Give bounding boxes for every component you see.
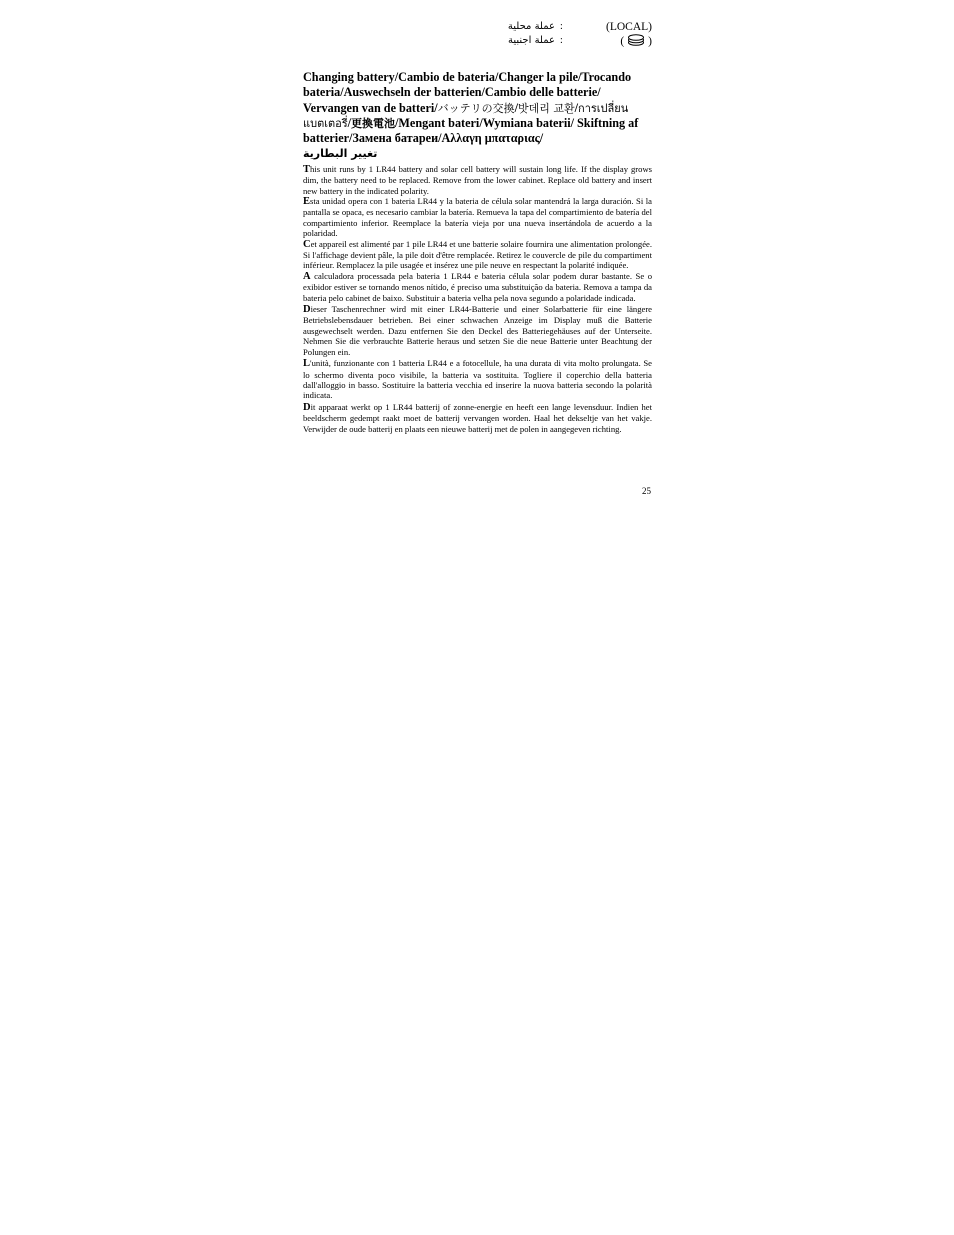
drop-letter: L [303, 358, 311, 370]
page-number: 25 [642, 486, 651, 496]
paragraph-text: ieser Taschenrechner wird mit einer LR44-Batterie und einer Solarbatterie für eine längere Betriebslebensdauer betrieben. Bei einer schwachen Anzeige im Display muß die Batterie ausgewechselt werden. Dazu entfernen Sie den Deckel des Batteriegehäuses auf der Unterseite. Nehmen Sie die verbrauchte Batterie heraus und setzen Sie die neue Batterie unter Beachtung der Polungen ein. [303, 304, 652, 357]
paragraph-spanish [303, 196, 652, 239]
local-currency-value: (LOCAL) [606, 21, 652, 33]
paragraph-french [303, 239, 652, 271]
foreign-currency-colon: : [560, 35, 563, 46]
coin-stack-icon [627, 34, 645, 50]
heading-sep-2: / [574, 100, 579, 115]
drop-letter: E [303, 196, 311, 207]
manual-page [303, 20, 652, 434]
foreign-currency-value [620, 34, 652, 50]
foreign-close-paren: ) [648, 35, 652, 48]
paragraph-text: sta unidad opera con 1 bateria LR44 y la bateria de célula solar mantendrá la larga duración. Si la pantalla se opaca, es necesario cambiar la batería. Remueva la tapa del compartimiento de batería del compartimiento inferior. Reemplace la batería vieja por una nueva insertándola de acuerdo a la polaridad. [303, 196, 652, 239]
paragraph-text: calculadora processada pela bateria 1 LR44 e bateria célula solar podem durar bastante. Se o exibidor estiver se tornando menos nítido, é preciso uma substituição da bateria. Remova a tampa da bateria pelo cabinet de baixo. Substituir a bateria velha pela nova segundo a polaridade indicada. [303, 270, 652, 303]
foreign-currency-arabic-label: عملة اجنبية [508, 35, 555, 46]
foreign-currency-row [303, 34, 652, 48]
local-currency-row [303, 20, 652, 34]
paragraph-portuguese [303, 271, 652, 303]
paragraph-text: it apparaat werkt op 1 LR44 batterij of zonne-energie en heeft een lange levensduur. Indien het beeldscherm gedempt raakt moet de batterij vervangen worden. Haal het dekseltje van het vakje. Verwijder de oude batterij en plaats een nieuwe batterij met de polen in aangegeven richting. [303, 401, 652, 434]
paragraph-text: 'unità, funzionante con 1 batteria LR44 e a fotocellule, ha una durata di vita molto prolungata. Se lo schermo diventa poco visibile, la batteria va sostituita. Togliere il coperchio della batteria dall'alloggio in basso. Sostituire la batteria vecchia ed inserire la nuova batteria secondo la polarità indicata. [303, 358, 652, 401]
heading-chinese: 更換電池 [351, 116, 396, 130]
heading-korean: 밧데리 교환 [518, 101, 575, 115]
local-currency-colon: : [560, 21, 563, 32]
drop-letter: C [303, 238, 311, 250]
local-currency-arabic-label: عملة محلية [507, 21, 555, 32]
section-heading [303, 70, 652, 162]
drop-letter: D [303, 401, 311, 413]
paragraph-text: his unit runs by 1 LR44 battery and solar cell battery will sustain long life. If the display grows dim, the battery need to be replaced. Remove from the lower cabinet. Replace old battery and insert new battery in the indicated polarity. [303, 163, 652, 196]
heading-japanese: バッテリの交換 [437, 101, 515, 115]
drop-letter: A [303, 270, 311, 282]
heading-thai: การเปลี่ยนแบตเตอรี่ [303, 101, 629, 130]
foreign-open-paren: ( [620, 35, 625, 48]
heading-part-latin: Changing battery/Cambio de bateria/Changer la pile/Trocando bateria/Auswechseln der batterien/Cambio delle batterie/ Vervangen van de batteri/ [303, 70, 632, 115]
drop-letter: D [303, 304, 311, 316]
paragraph-text: et appareil est alimenté par 1 pile LR44 et une batterie solaire fournira une alimentation prolongée. Si l'affichage devient pâle, la pile doit d'être remplacée. Retirez le couvercle de pile du compartiment inférieur. Remplacez la pile usagée et insérez une pile neuve en respectant la polarité indiquée. [303, 238, 652, 271]
paragraph-english [303, 164, 652, 196]
heading-arabic: تغيير البطارية [303, 147, 378, 161]
heading-part-other: /Mengant bateri/Wymiana baterii/ Skiftning af batterier/Замена батареи/Αλλαγη μπαταριας/ [303, 115, 639, 146]
paragraph-german [303, 304, 652, 357]
heading-sep-3: / [347, 115, 352, 130]
drop-letter: T [303, 163, 311, 175]
paragraph-italian [303, 358, 652, 401]
heading-sep-1: / [514, 100, 519, 115]
paragraph-dutch [303, 402, 652, 434]
